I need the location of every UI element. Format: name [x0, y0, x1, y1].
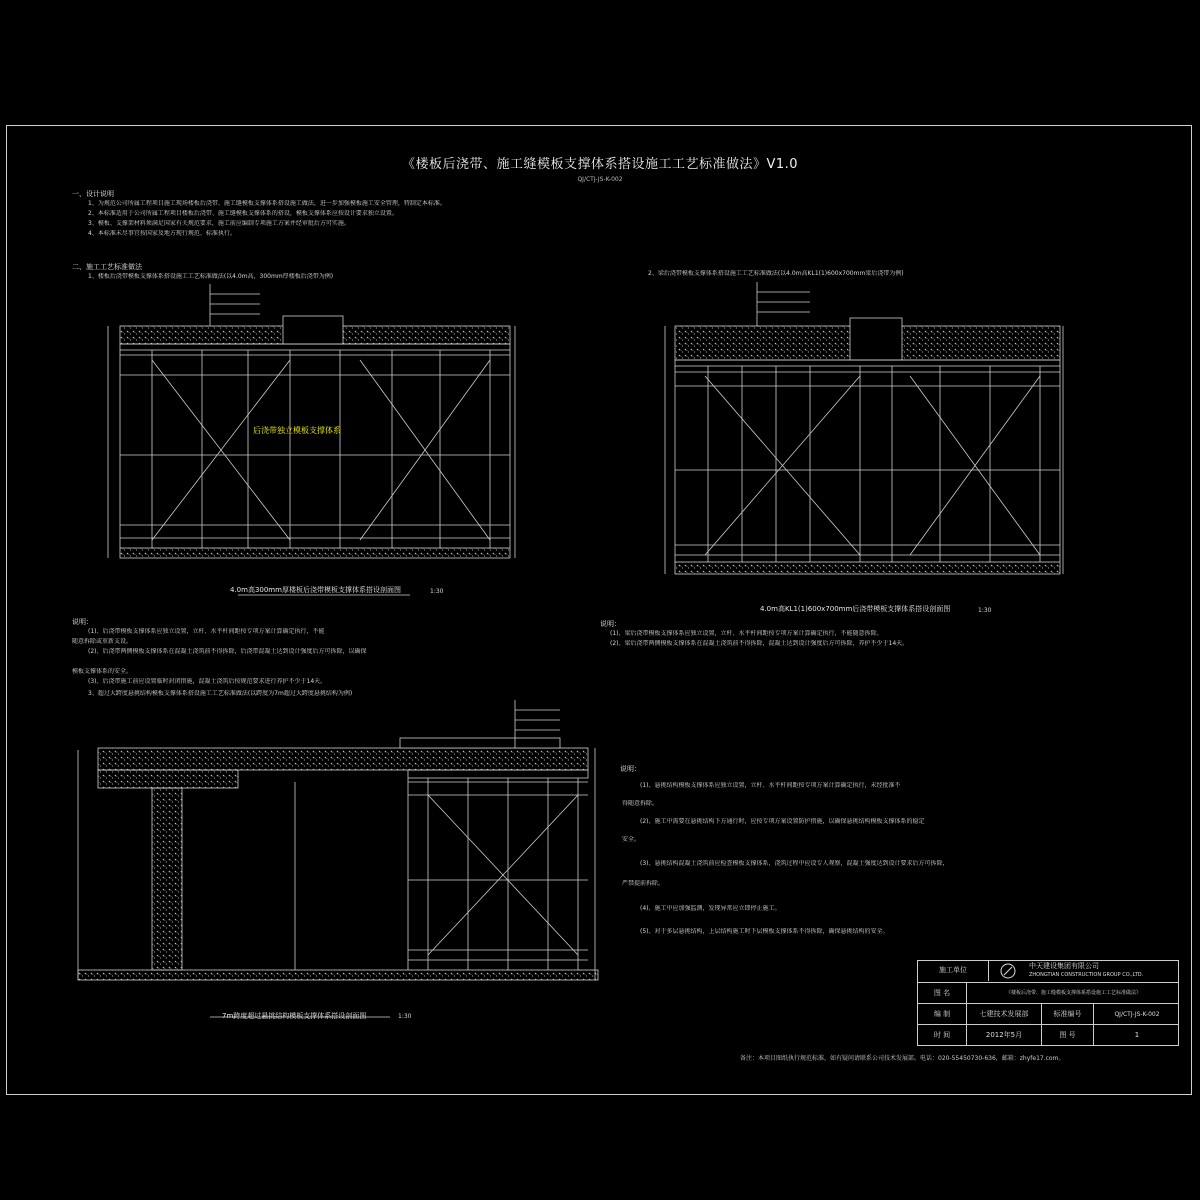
notes-left-3: (2)、后浇带两侧模板支撑体系在混凝土浇筑前不得拆除，后浇带混凝土达到设计强度后方可拆除，以确保	[88, 648, 367, 655]
notes-right-1: (1)、梁后浇带模板支撑体系应独立设置，立杆、水平杆间距按专项方案计算确定执行，不能随意拆除。	[610, 630, 883, 637]
notes-left-5: (3)、后浇带施工前应设置临时封闭措施，混凝土浇筑后按规范要求进行养护不少于14天。	[88, 678, 327, 685]
notes-bottom-6: 严禁提前拆除。	[622, 880, 665, 887]
tb-unit-label: 施工单位	[939, 966, 967, 974]
fig1-heading: 1、楼板后浇带模板支撑体系搭设施工工艺标准做法(以4.0m高，300mm厚楼板后浇带为例)	[88, 273, 334, 280]
tb-company-name: 中天建设集团有限公司	[1029, 962, 1099, 970]
fig3-scale: 1:30	[398, 1013, 412, 1020]
drawing-title: 《楼板后浇带、施工缝模板支撑体系搭设施工工艺标准做法》V1.0	[401, 157, 799, 172]
section1-line-2: 2、本标准适用于公司所属工程项目楼板后浇带、施工缝模板支撑体系的搭设，模板支撑体系应按设计要求独立设置。	[88, 210, 398, 217]
notes-left-label: 说明：	[72, 618, 93, 626]
notes-left-2: 随意拆除或重新支设。	[72, 638, 133, 645]
notes-bottom-4: 安全。	[622, 836, 641, 843]
tb-name-value: 《楼板后浇带、施工缝模板支撑体系搭设施工工艺标准做法》	[966, 983, 1180, 1004]
fig2-caption: 4.0m高KL1(1)600x700mm后浇带模板支撑体系搭设剖面图	[760, 605, 951, 613]
section1-title: 一、设计说明	[72, 190, 114, 198]
tb-compile-label: 编 制	[933, 1010, 951, 1018]
tb-sheet-label: 图 号	[1041, 1025, 1093, 1046]
section1-line-3: 3、模板、支撑架材料须满足国家有关规范要求，施工前应编制专项施工方案并经审批后方可实施。	[88, 220, 350, 227]
tb-company	[988, 960, 1180, 981]
fig3-caption: 7m跨度超过悬挑结构模板支撑体系搭设剖面图	[222, 1012, 367, 1020]
notes-bottom-5: (3)、悬挑结构混凝土浇筑前应检查模板支撑体系，浇筑过程中应设专人观察，混凝土强度达到设计要求后方可拆除，	[640, 860, 949, 867]
fig1-section	[108, 284, 515, 595]
fig2-scale: 1:30	[978, 607, 992, 614]
notes-bottom-3: (2)、施工中需要在悬挑结构下方通行时，应按专项方案设置防护措施，以确保悬挑结构模板支撑体系的稳定	[640, 818, 925, 825]
fig2-section	[665, 282, 1063, 574]
section1-line-1: 1、为规范公司所属工程项目施工现场楼板后浇带、施工缝模板支撑体系搭设施工做法，进一步加强模板施工安全管理，特制定本标准。	[88, 200, 446, 207]
fig3-heading: 3、超过大跨度悬挑结构模板支撑体系搭设施工工艺标准做法(以跨度为7m超过大跨度悬挑结构为例)	[88, 690, 353, 697]
tb-std-label: 标准编号	[1041, 1004, 1093, 1025]
document-code: QJ/CTJ-JS-K-002	[577, 176, 623, 183]
notes-bottom-7: (4)、施工中应加强监测，发现异常应立即停止施工。	[640, 905, 781, 912]
tb-std-value: QJ/CTJ-JS-K-002	[1093, 1004, 1180, 1025]
notes-left-4: 模板支撑体系的安全。	[72, 668, 133, 675]
tb-compile-value: 七建技术发展部	[966, 1004, 1041, 1025]
fig2-heading: 2、梁后浇带模板支撑体系搭设施工工艺标准做法(以4.0m高KL1(1)600x700mm梁后浇带为例)	[648, 270, 904, 277]
section2-title: 二、施工工艺标准做法	[72, 263, 142, 271]
tb-time-label: 时 间	[933, 1031, 951, 1039]
tb-sheet-value: 1	[1093, 1025, 1180, 1046]
fig1-caption: 4.0m高300mm厚楼板后浇带模板支撑体系搭设剖面图	[230, 586, 401, 594]
tb-name-label: 图 名	[933, 989, 951, 997]
tb-company-en: ZHONGTIAN CONSTRUCTION GROUP CO.,LTD.	[1029, 972, 1144, 978]
notes-bottom-8: (5)、对于多层悬挑结构，上层结构施工时下层模板支撑体系不得拆除，确保悬挑结构的安全。	[640, 928, 889, 935]
footer-note: 备注：本项目图纸执行规范标准，如有疑问请联系公司技术发展部。电话：020-55450730-636，邮箱：zhyfe17.com。	[740, 1055, 1065, 1062]
notes-bottom-label: 说明：	[620, 765, 641, 773]
fig1-label: 后浇带独立模板支撑体系	[253, 426, 341, 435]
notes-left-1: (1)、后浇带模板支撑体系应独立设置，立杆、水平杆间距按专项方案计算确定执行，不能	[88, 628, 325, 635]
tb-time-value: 2012年5月	[966, 1025, 1041, 1046]
notes-bottom-2: 得随意拆除。	[622, 800, 659, 807]
title-block	[917, 960, 1179, 1046]
fig1-scale: 1:30	[430, 588, 444, 595]
notes-right-label: 说明：	[600, 620, 621, 628]
notes-right-2: (2)、梁后浇带两侧模板支撑体系在混凝土浇筑前不得拆除，混凝土达到设计强度后方可拆除，养护不少于14天。	[610, 640, 909, 647]
notes-bottom-1: (1)、悬挑结构模板支撑体系应独立设置，立杆、水平杆间距按专项方案计算确定执行，未经批准不	[640, 782, 901, 789]
section1-line-4: 4、本标准未尽事宜按国家及地方现行规范、标准执行。	[88, 230, 236, 237]
fig3-section	[78, 700, 598, 1017]
